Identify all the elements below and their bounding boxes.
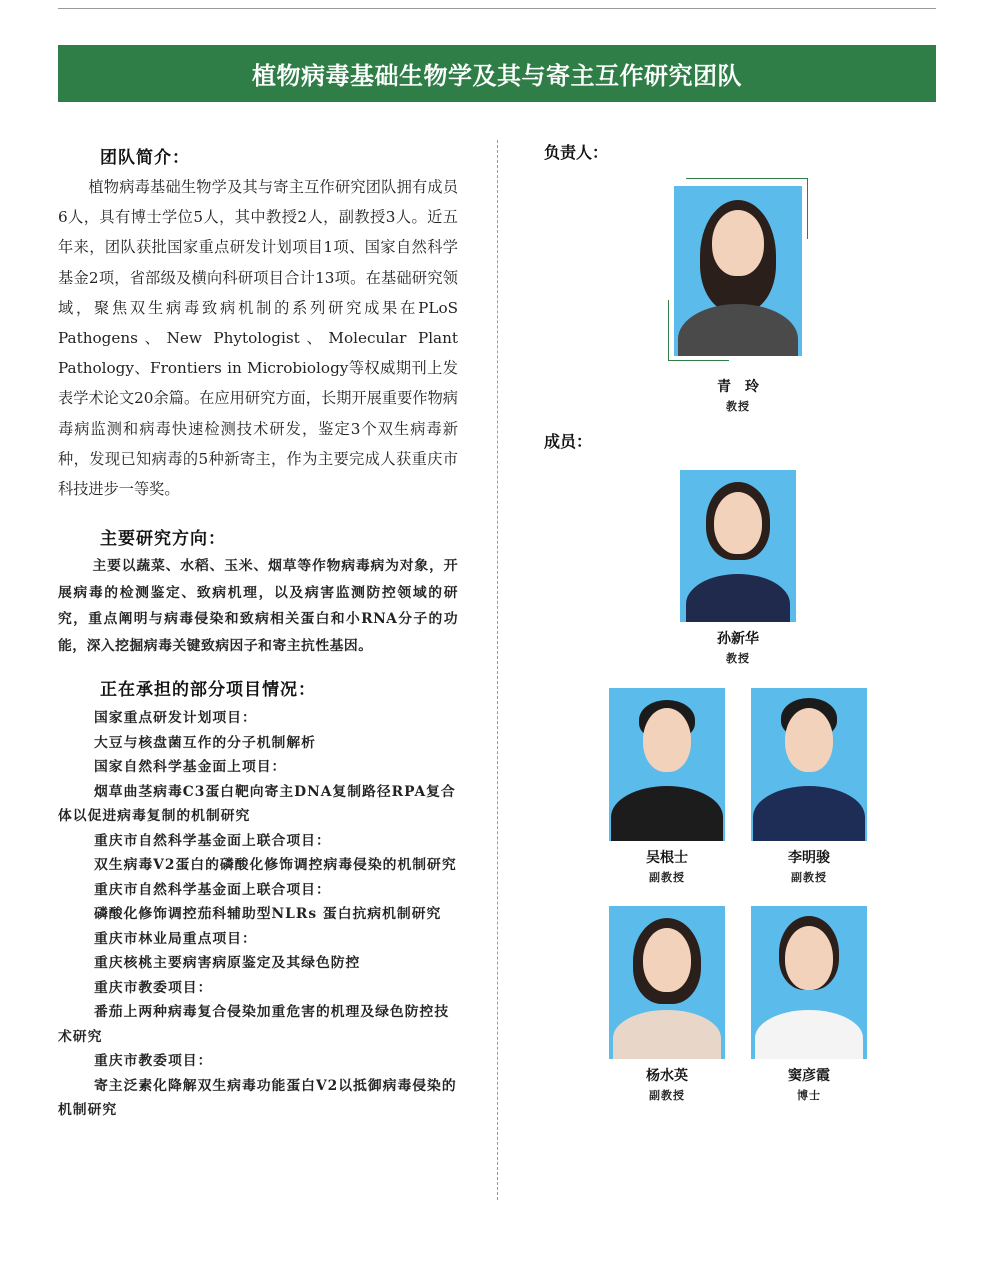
member-name: 吴根士: [646, 850, 688, 866]
project-category: 国家自然科学基金面上项目：: [94, 759, 287, 776]
research-heading: 主要研究方向：: [100, 529, 226, 550]
member-photo: [609, 906, 725, 1059]
project-item: [58, 829, 458, 878]
research-text: 主要以蔬菜、水稻、玉米、烟草等作物病毒病为对象，开展病毒的检测鉴定、致病机理，以及病害监测防控领域的研究，重点阐明与病毒侵染和致病相关蛋白和小RNA分子的功能，深入挖掘病毒关键致病因子和寄主抗性基因。: [58, 558, 458, 654]
project-item: [58, 976, 458, 1050]
leader-title: 教授: [726, 400, 750, 413]
top-rule: [58, 8, 936, 9]
member-card: [609, 688, 725, 885]
member-photo: [751, 906, 867, 1059]
project-title: 重庆核桃主要病害病原鉴定及其绿色防控: [94, 955, 361, 972]
project-title: 番茄上两种病毒复合侵染加重危害的机理及绿色防控技术研究: [58, 1004, 450, 1045]
project-item: [58, 706, 458, 755]
project-item: [58, 755, 458, 829]
member-name: 李明骏: [788, 850, 830, 866]
project-item: [58, 1049, 458, 1123]
leader-heading: 负责人：: [544, 143, 609, 162]
page-title: 植物病毒基础生物学及其与寄主互作研究团队: [58, 45, 936, 102]
project-category: 重庆市林业局重点项目：: [94, 930, 257, 947]
member-name: 窦彦霞: [788, 1068, 830, 1084]
leader-card: [674, 186, 802, 414]
member-name: 孙新华: [717, 631, 759, 647]
leader-photo: [674, 186, 802, 356]
project-category: 重庆市自然科学基金面上联合项目：: [94, 832, 331, 849]
member-title: 副教授: [649, 871, 685, 884]
project-title: 烟草曲茎病毒C3蛋白靶向寄主DNA复制路径RPA复合体以促进病毒复制的机制研究: [58, 783, 456, 825]
project-title: 磷酸化修饰调控茄科辅助型NLRs 蛋白抗病机制研究: [94, 906, 442, 923]
member-card: [751, 906, 867, 1103]
member-photo: [751, 688, 867, 841]
project-item: [58, 878, 458, 927]
project-category: 国家重点研发计划项目：: [94, 710, 257, 727]
member-title: 副教授: [791, 871, 827, 884]
members-heading: 成员：: [544, 432, 593, 451]
member-photo: [680, 470, 796, 622]
project-list: [58, 706, 458, 1123]
member-title: 博士: [797, 1089, 821, 1102]
project-category: 重庆市自然科学基金面上联合项目：: [94, 881, 331, 898]
project-title: 双生病毒V2蛋白的磷酸化修饰调控病毒侵染的机制研究: [94, 857, 457, 874]
project-title: 大豆与核盘菌互作的分子机制解析: [94, 734, 316, 751]
intro-text: 植物病毒基础生物学及其与寄主互作研究团队拥有成员6人，具有博士学位5人，其中教授2人，副教授3人。近五年来，团队获批国家重点研发计划项目1项、国家自然科学基金2项，省部级及横向科研项目合计13项。在基础研究领域，聚焦双生病毒致病机制的系列研究成果在PLoS Pathogens、New Phytologist、Molecular Plant Pathology、Frontiers in Microbiology等权威期刊上发表学术论文20余篇。在应用研究方面，长期开展重要作物病毒病监测和病毒快速检测技术研发，鉴定3个双生病毒新种，发现已知病毒的5种新寄主，作为主要完成人获重庆市科技进步一等奖。: [58, 178, 458, 499]
intro-heading: 团队简介：: [100, 148, 190, 168]
member-photo: [609, 688, 725, 841]
member-card: [680, 470, 796, 666]
member-title: 副教授: [649, 1089, 685, 1102]
member-card: [751, 688, 867, 885]
project-category: 重庆市教委项目：: [94, 1053, 213, 1070]
project-category: 重庆市教委项目：: [94, 979, 213, 996]
projects-heading: 正在承担的部分项目情况：: [100, 680, 316, 701]
member-title: 教授: [726, 652, 750, 665]
column-divider: [497, 140, 498, 1200]
project-item: [58, 927, 458, 976]
left-column: [58, 140, 458, 1123]
member-name: 杨水英: [646, 1068, 688, 1084]
leader-name: 青 玲: [717, 379, 759, 395]
member-card: [609, 906, 725, 1103]
project-title: 寄主泛素化降解双生病毒功能蛋白V2以抵御病毒侵染的机制研究: [58, 1077, 457, 1119]
